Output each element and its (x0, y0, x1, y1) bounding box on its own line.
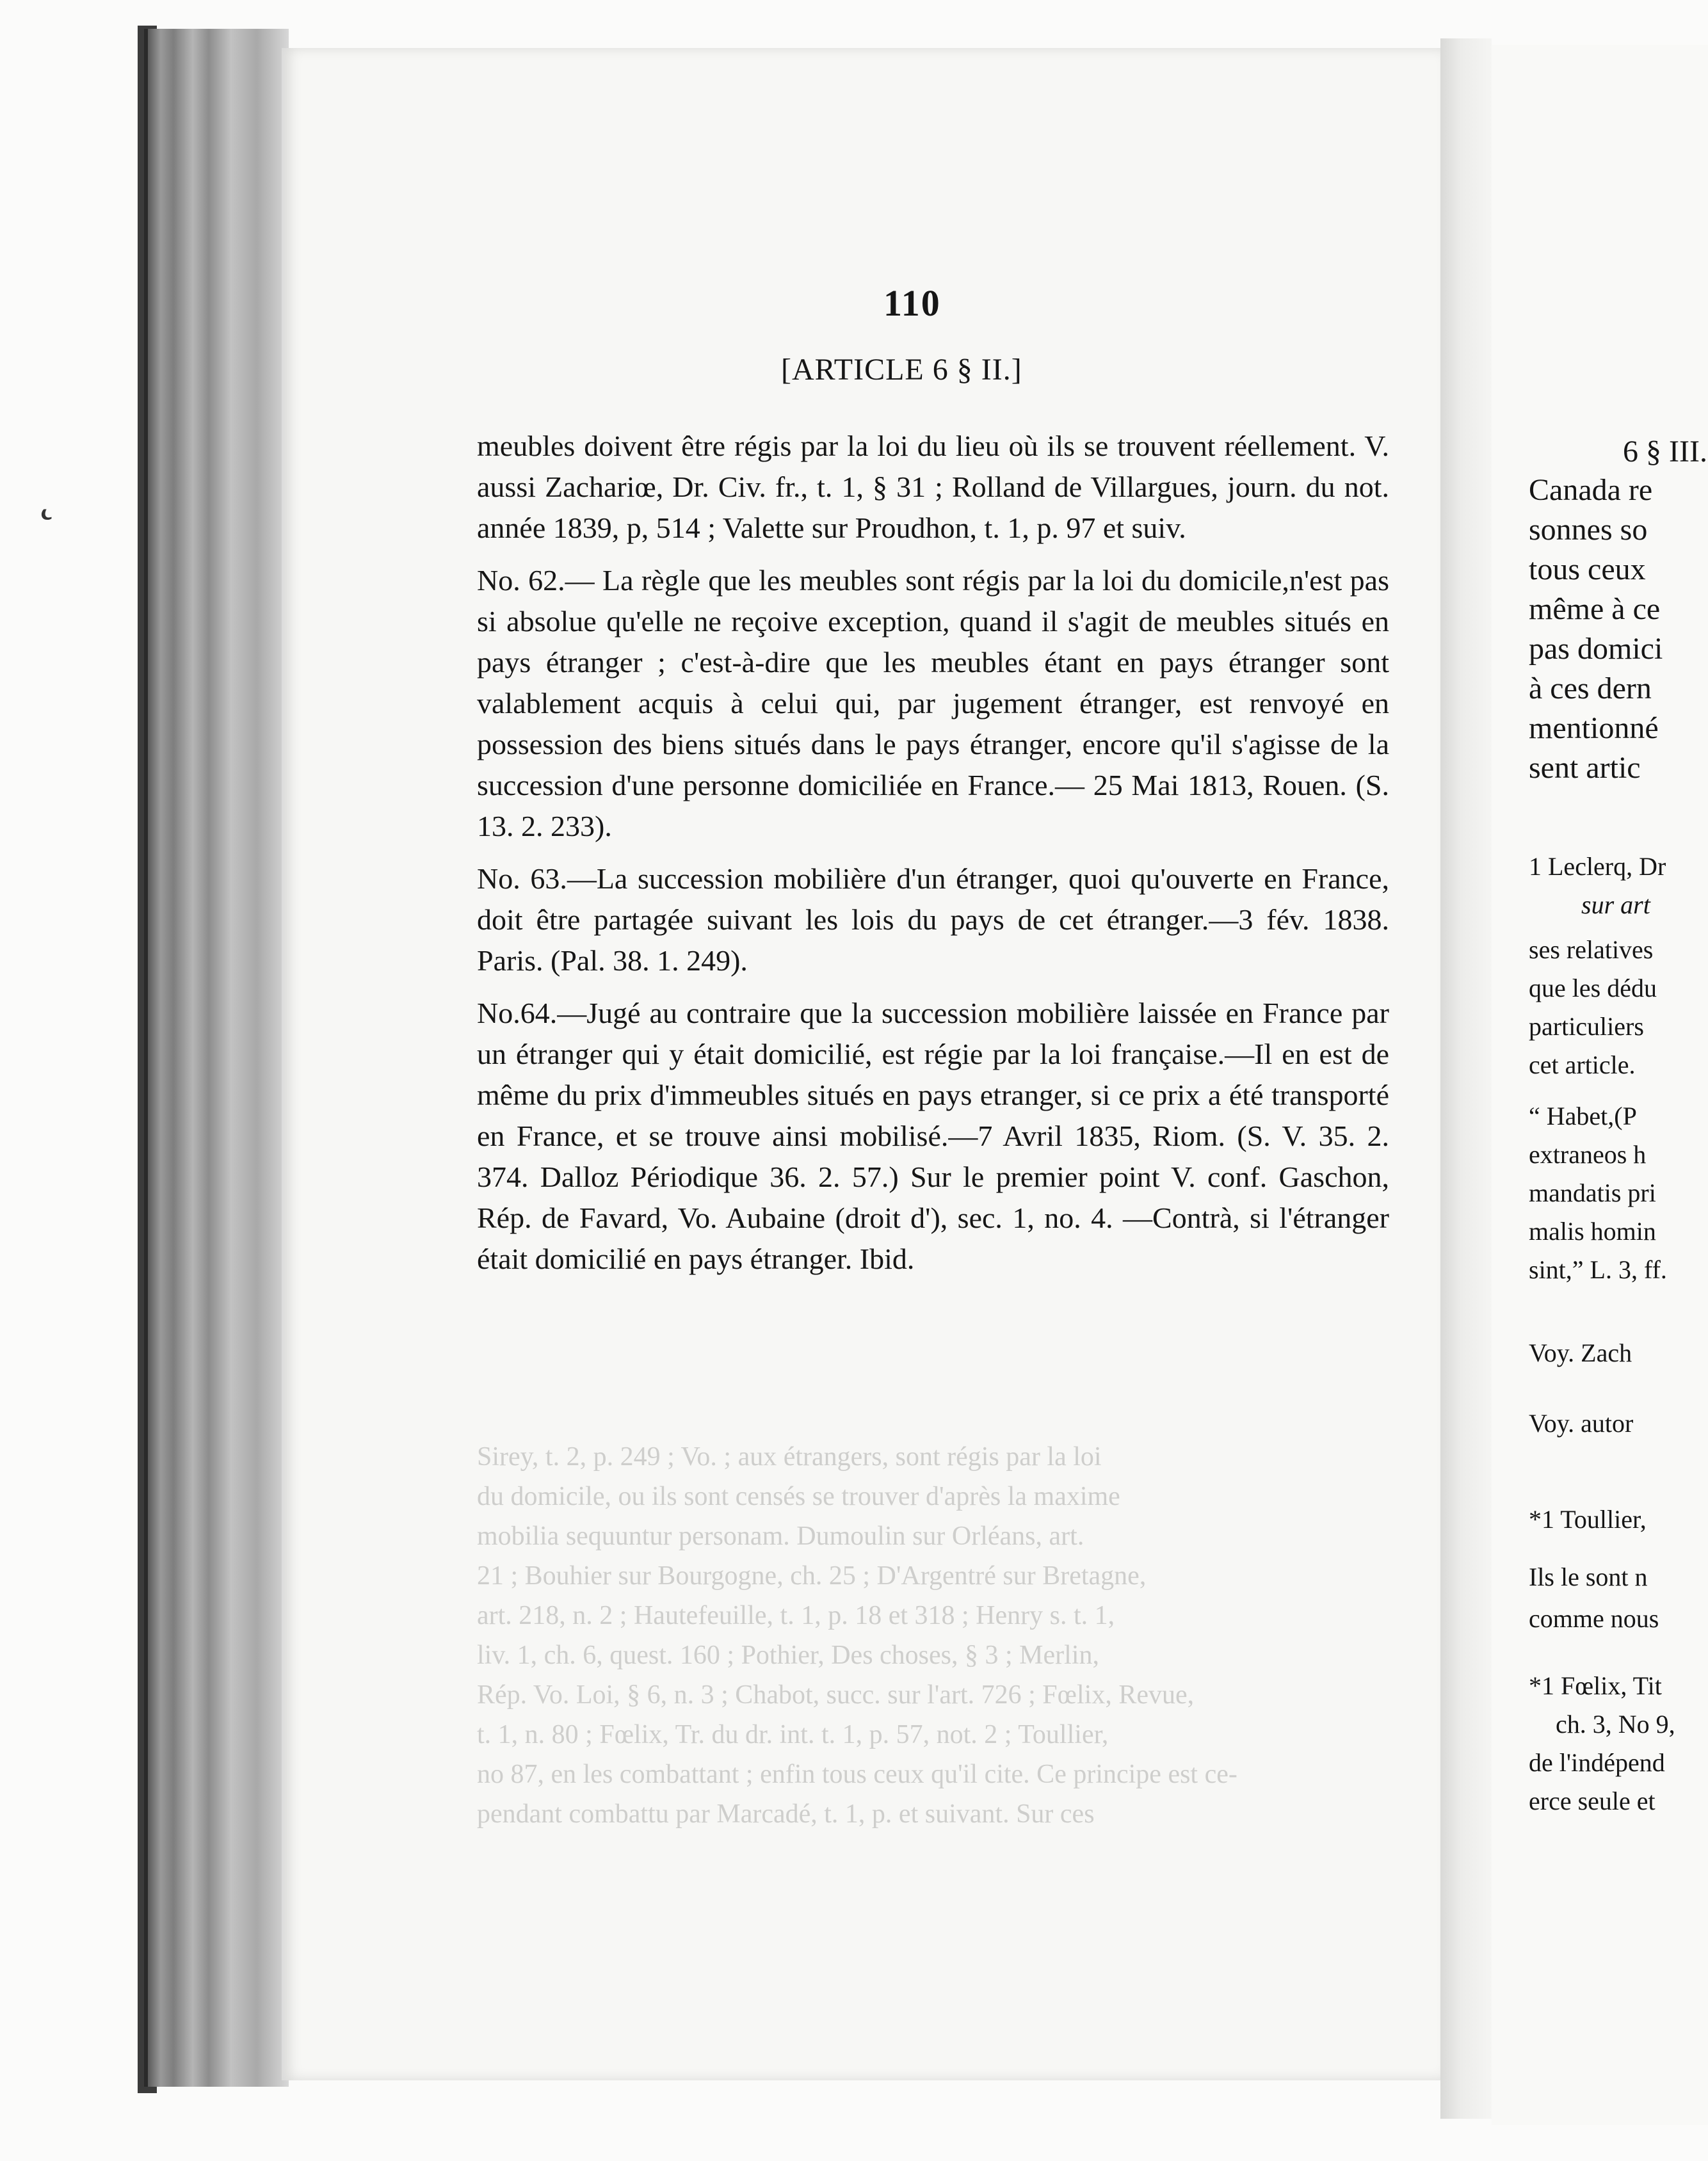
right-line: comme nous (1529, 1604, 1659, 1633)
right-line: ses relatives (1529, 935, 1654, 964)
right-line: 1 Leclerq, Dr (1529, 852, 1666, 881)
right-line: particuliers (1529, 1012, 1644, 1041)
paragraph: meubles doivent être régis par la loi du lieu où ils se trouvent réellement. V. aussi Zachariœ, Dr. Civ. fr., t. 1, § 31 ; Rolland de Villargues, journ. du not. année 1839, p, 514 ; Valette sur Proudhon, t. 1, p. 97 et suiv. (477, 430, 1389, 544)
book-page-edges (144, 29, 289, 2087)
right-line: erce seule et (1529, 1787, 1656, 1815)
page-number: 110 (883, 282, 941, 324)
margin-mark: ˛ (38, 465, 56, 521)
right-line: sent artic (1529, 751, 1641, 785)
ghost-line: Sirey, t. 2, p. 249 ; Vo. ; aux étrangers, sont régis par la loi (477, 1442, 1102, 1472)
right-line: “ Habet,(P (1529, 1102, 1637, 1130)
show-through-text (477, 1437, 1389, 1834)
right-line: de l'indépend (1529, 1748, 1665, 1777)
ghost-line: no 87, en les combattant ; enfin tous ceux qu'il cite. Ce principe est ce- (477, 1760, 1237, 1789)
right-line: sint,” L. 3, ff. (1529, 1255, 1667, 1284)
ghost-line: t. 1, n. 80 ; Fœlix, Tr. du dr. int. t. 1, p. 57, not. 2 ; Toullier, (477, 1720, 1109, 1749)
right-line: malis homin (1529, 1217, 1656, 1246)
right-line: Ils le sont n (1529, 1563, 1648, 1591)
ghost-line: mobilia sequuntur personam. Dumoulin sur Orléans, art. (477, 1522, 1084, 1551)
paragraph-no-64: No.64.—Jugé au contraire que la succession mobilière laissée en France par un étranger qui y était domicilié, est régie par la loi française.—Il en est de même du prix d'immeubles situés en pays etranger, si ce prix a été transporté en France, et se trouve ainsi mobilisé.—7 Avril 1835, Riom. (S. V. 35. 2. 374. Dalloz Périodique 36. 2. 57.) Sur le premier point V. conf. Gaschon, Rép. de Favard, Vo. Aubaine (droit d'), sec. 1, no. 4. —Contrà, si l'étranger était domicilié en pays étranger. Ibid. (477, 997, 1389, 1275)
main-text (477, 426, 1389, 1291)
right-line: cet article. (1529, 1050, 1636, 1079)
running-head: [ARTICLE 6 § II.] (781, 353, 1022, 387)
paragraph-no-63: No. 63.—La succession mobilière d'un étranger, quoi qu'ouverte en France, doit être partagée suivant les lois du pays de cet étranger.—3 fév. 1838. Paris. (Pal. 38. 1. 249). (477, 862, 1389, 977)
right-line: ch. 3, No 9, (1556, 1710, 1675, 1739)
ghost-line: Rép. Vo. Loi, § 6, n. 3 ; Chabot, succ. sur l'art. 726 ; Fœlix, Revue, (477, 1680, 1195, 1710)
right-line: tous ceux (1529, 552, 1646, 586)
right-line: sonnes so (1529, 513, 1648, 547)
right-line: sur art (1581, 890, 1650, 919)
right-line: Canada re (1529, 473, 1653, 507)
right-line: Voy. Zach (1529, 1338, 1632, 1367)
right-line: *1 Fœlix, Tit (1529, 1671, 1662, 1700)
right-line: que les dédu (1529, 974, 1657, 1002)
right-line: mentionné (1529, 711, 1659, 745)
right-line: mandatis pri (1529, 1178, 1656, 1207)
right-line: Voy. autor (1529, 1409, 1634, 1438)
right-line: même à ce (1529, 592, 1661, 626)
right-line: *1 Toullier, (1529, 1505, 1647, 1534)
ghost-line: pendant combattu par Marcadé, t. 1, p. et suivant. Sur ces (477, 1799, 1095, 1829)
paragraph-no-62: No. 62.— La règle que les meubles sont régis par la loi du domicile,n'est pas si absolue qu'elle ne reçoive exception, quand il s'agit de meubles situés en pays étranger ; c'est-à-dire que les meubles étant en pays étranger sont valablement acquis à celui qui, par jugement étranger, est renvoyé en possession des biens situés dans le pays étranger, encore qu'il s'agisse de la succession d'une personne domiciliée en France.— 25 Mai 1813, Rouen. (S. 13. 2. 233). (477, 564, 1389, 842)
ghost-line: du domicile, ou ils sont censés se trouver d'après la maxime (477, 1482, 1120, 1511)
right-line: extraneos h (1529, 1140, 1647, 1169)
ghost-line: 21 ; Bouhier sur Bourgogne, ch. 25 ; D'Argentré sur Bretagne, (477, 1561, 1147, 1591)
right-line: pas domici (1529, 632, 1663, 666)
ghost-line: liv. 1, ch. 6, quest. 160 ; Pothier, Des choses, § 3 ; Merlin, (477, 1641, 1099, 1670)
right-line: à ces dern (1529, 671, 1652, 705)
right-line: 6 § III. (1623, 435, 1707, 469)
book-gutter (1440, 38, 1492, 2119)
ghost-line: art. 218, n. 2 ; Hautefeuille, t. 1, p. 18 et 318 ; Henry s. t. 1, (477, 1601, 1115, 1630)
